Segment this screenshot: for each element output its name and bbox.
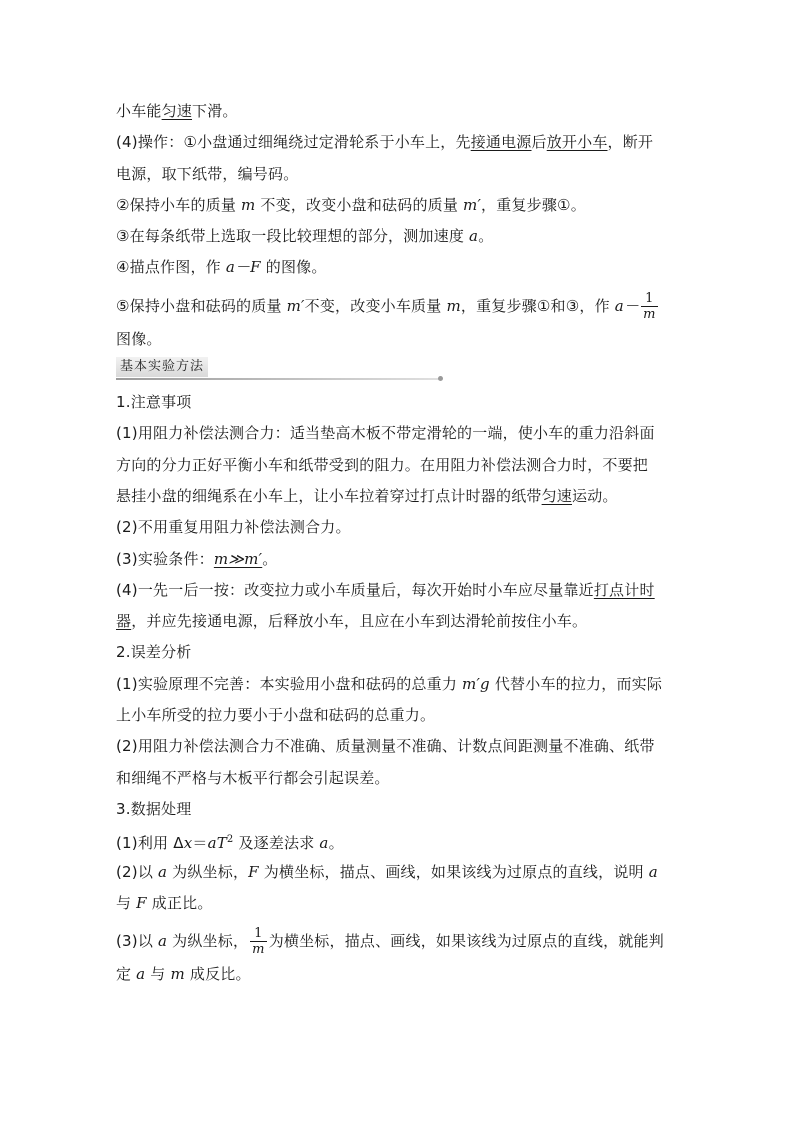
text-line: 与 F 成正比。 bbox=[116, 893, 213, 912]
text-line: (2)不用重复用阻力补偿法测合力。 bbox=[116, 518, 351, 537]
section-header bbox=[116, 357, 686, 379]
underlined-answer: 接通电源 bbox=[470, 133, 532, 152]
text-line: (1)用阻力补偿法测合力：适当垫高木板不带定滑轮的一端，使小车的重力沿斜面 bbox=[116, 424, 655, 443]
text-line: 方向的分力正好平衡小车和纸带受到的阻力。在用阻力补偿法测合力时，不要把 bbox=[116, 455, 649, 474]
text-line: 电源，取下纸带，编号码。 bbox=[116, 164, 299, 183]
text-line: 图像。 bbox=[116, 329, 162, 348]
underlined-answer: m≫m′ bbox=[213, 549, 263, 568]
heading: 3.数据处理 bbox=[116, 799, 192, 818]
underlined-answer: 打点计时 bbox=[593, 580, 655, 599]
text-line: 小车能匀速下滑。 bbox=[116, 102, 238, 120]
text-line: (4)一先一后一按：改变拉力或小车质量后，每次开始时小车应尽量靠近打点计时 bbox=[116, 580, 655, 599]
text-line: (1)利用 $\Delta x=aT^2$ 及逐差法求 a。 bbox=[116, 834, 344, 853]
text-line: ③在每条纸带上选取一段比较理想的部分，测加速度 a。 bbox=[116, 227, 494, 246]
text-line: (2)以 a 为纵坐标，F 为横坐标，描点、画线，如果该线为过原点的直线，说明 a bbox=[116, 862, 658, 881]
fraction: $\frac{1}{m}$ bbox=[252, 926, 265, 958]
section-title: 基本实验方法 bbox=[116, 357, 208, 377]
document-page bbox=[116, 98, 686, 992]
text-line: (2)用阻力补偿法测合力不准确、质量测量不准确、计数点间距测量不准确、纸带 bbox=[116, 737, 655, 756]
underlined-answer: 放开小车 bbox=[546, 133, 608, 152]
text-line: ④描点作图，作 a－F 的图像。 bbox=[116, 258, 327, 277]
text-line: 上小车所受的拉力要小于小盘和砝码的总重力。 bbox=[116, 706, 436, 725]
text-line: 和细绳不严格与木板平行都会引起误差。 bbox=[116, 768, 390, 787]
underlined-answer: 匀速 bbox=[161, 102, 193, 120]
heading: 2.误差分析 bbox=[116, 643, 192, 662]
section-rule-dot bbox=[438, 376, 443, 381]
text-line: (3)实验条件：m≫m′。 bbox=[116, 549, 278, 568]
text-line: 悬挂小盘的细绳系在小车上，让小车拉着穿过打点计时器的纸带匀速运动。 bbox=[116, 486, 618, 505]
underlined-answer: 匀速 bbox=[541, 486, 573, 505]
underlined-answer: 器 bbox=[116, 612, 132, 631]
text-line: (3)以 a 为纵坐标， $\frac{1}{m}$ 为横坐标，描点、画线，如果该线为过原点的直线，就能判 bbox=[116, 926, 664, 958]
text-line: ⑤保持小盘和砝码的质量 m′不变，改变小车质量 m，重复步骤①和③，作 a－ $\frac{1}{m}$ bbox=[116, 290, 656, 322]
text-line: (4)操作：①小盘通过细绳绕过定滑轮系于小车上，先接通电源后放开小车，断开 bbox=[116, 133, 654, 152]
text-line: 定 a 与 m 成反比。 bbox=[116, 965, 251, 984]
text-line: ②保持小车的质量 m 不变，改变小盘和砝码的质量 m′，重复步骤①。 bbox=[116, 195, 586, 214]
text-line: (1)实验原理不完善：本实验用小盘和砝码的总重力 m′g 代替小车的拉力，而实际 bbox=[116, 674, 663, 693]
text-line: 器，并应先接通电源，后释放小车，且应在小车到达滑轮前按住小车。 bbox=[116, 612, 588, 631]
section-rule bbox=[116, 378, 440, 380]
fraction: $\frac{1}{m}$ bbox=[643, 290, 656, 322]
heading: 1.注意事项 bbox=[116, 393, 192, 412]
